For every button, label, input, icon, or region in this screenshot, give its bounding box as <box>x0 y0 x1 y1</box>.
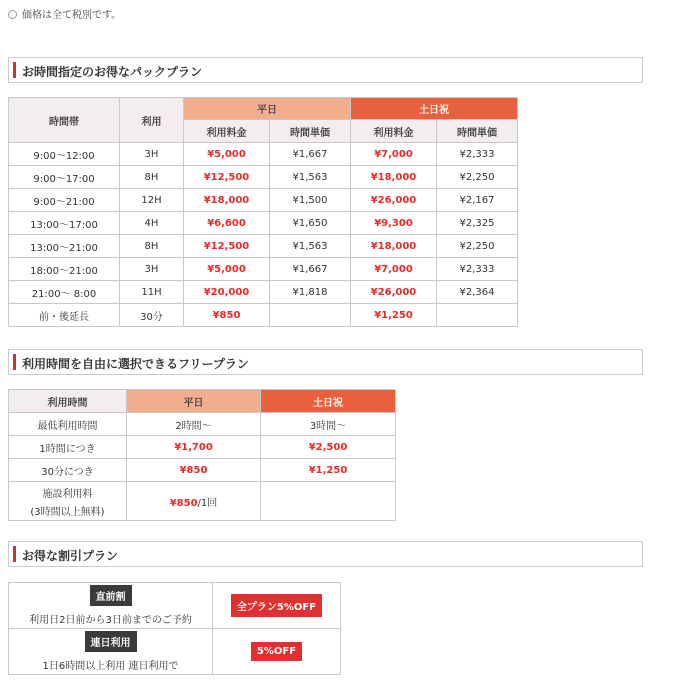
table-row: 直前割 利用日2日前から3日前までのご予約 全プラン5%OFF <box>9 583 341 629</box>
weekend-header: 土日祝 <box>261 390 396 413</box>
weekend-header: 土日祝 <box>351 98 518 120</box>
table-row: 施設利用料 (3時間以上無料) ¥850/1回 <box>9 482 396 521</box>
free-plan-heading: 利用時間を自由に選択できるフリープラン <box>8 349 643 375</box>
heading-accent-bar <box>13 546 16 562</box>
table-row: 30分につき ¥850 ¥1,250 <box>9 459 396 482</box>
table-row: 9:00～12:00 3H ¥5,000 ¥1,667 ¥7,000 ¥2,333 <box>9 143 518 166</box>
weekday-unit-header: 時間単価 <box>270 120 351 143</box>
pack-plan-table <box>8 97 518 327</box>
col-time-header: 利用時間 <box>9 390 127 413</box>
table-row: 連日利用 1日6時間以上利用 連日利用で 5%OFF <box>9 629 341 675</box>
col-timeslot-header: 時間帯 <box>9 98 120 143</box>
discount-plan-heading: お得な割引プラン <box>8 541 643 567</box>
table-row: 前・後延長 30分 ¥850 ¥1,250 <box>9 304 518 327</box>
tax-note: 価格は全て税別です。 <box>8 6 121 21</box>
discount-badge: 連日利用 <box>85 631 137 652</box>
table-row: 13:00～21:00 8H ¥12,500 ¥1,563 ¥18,000 ¥2,250 <box>9 235 518 258</box>
table-row: 21:00～ 8:00 11H ¥20,000 ¥1,818 ¥26,000 ¥2,364 <box>9 281 518 304</box>
weekday-fee-header: 利用料金 <box>184 120 270 143</box>
heading-accent-bar <box>13 354 16 370</box>
table-row: 最低利用時間 2時間～ 3時間～ <box>9 413 396 436</box>
weekend-fee-header: 利用料金 <box>351 120 437 143</box>
weekday-header: 平日 <box>184 98 351 120</box>
table-row: 9:00～21:00 12H ¥18,000 ¥1,500 ¥26,000 ¥2,167 <box>9 189 518 212</box>
weekend-unit-header: 時間単価 <box>437 120 518 143</box>
offer-badge: 5%OFF <box>251 642 302 661</box>
table-row: 18:00～21:00 3H ¥5,000 ¥1,667 ¥7,000 ¥2,333 <box>9 258 518 281</box>
table-row: 1時間につき ¥1,700 ¥2,500 <box>9 436 396 459</box>
offer-badge: 全プラン5%OFF <box>231 594 322 617</box>
table-row: 13:00～17:00 4H ¥6,600 ¥1,650 ¥9,300 ¥2,325 <box>9 212 518 235</box>
col-usage-header: 利用 <box>120 98 184 143</box>
discount-badge: 直前割 <box>90 585 132 606</box>
weekday-header: 平日 <box>127 390 261 413</box>
free-plan-table <box>8 389 396 521</box>
discount-plan-table <box>8 582 341 675</box>
pack-plan-heading: お時間指定のお得なパックプラン <box>8 57 643 83</box>
circle-bullet-icon <box>8 10 17 19</box>
table-row: 9:00～17:00 8H ¥12,500 ¥1,563 ¥18,000 ¥2,250 <box>9 166 518 189</box>
heading-accent-bar <box>13 62 16 78</box>
